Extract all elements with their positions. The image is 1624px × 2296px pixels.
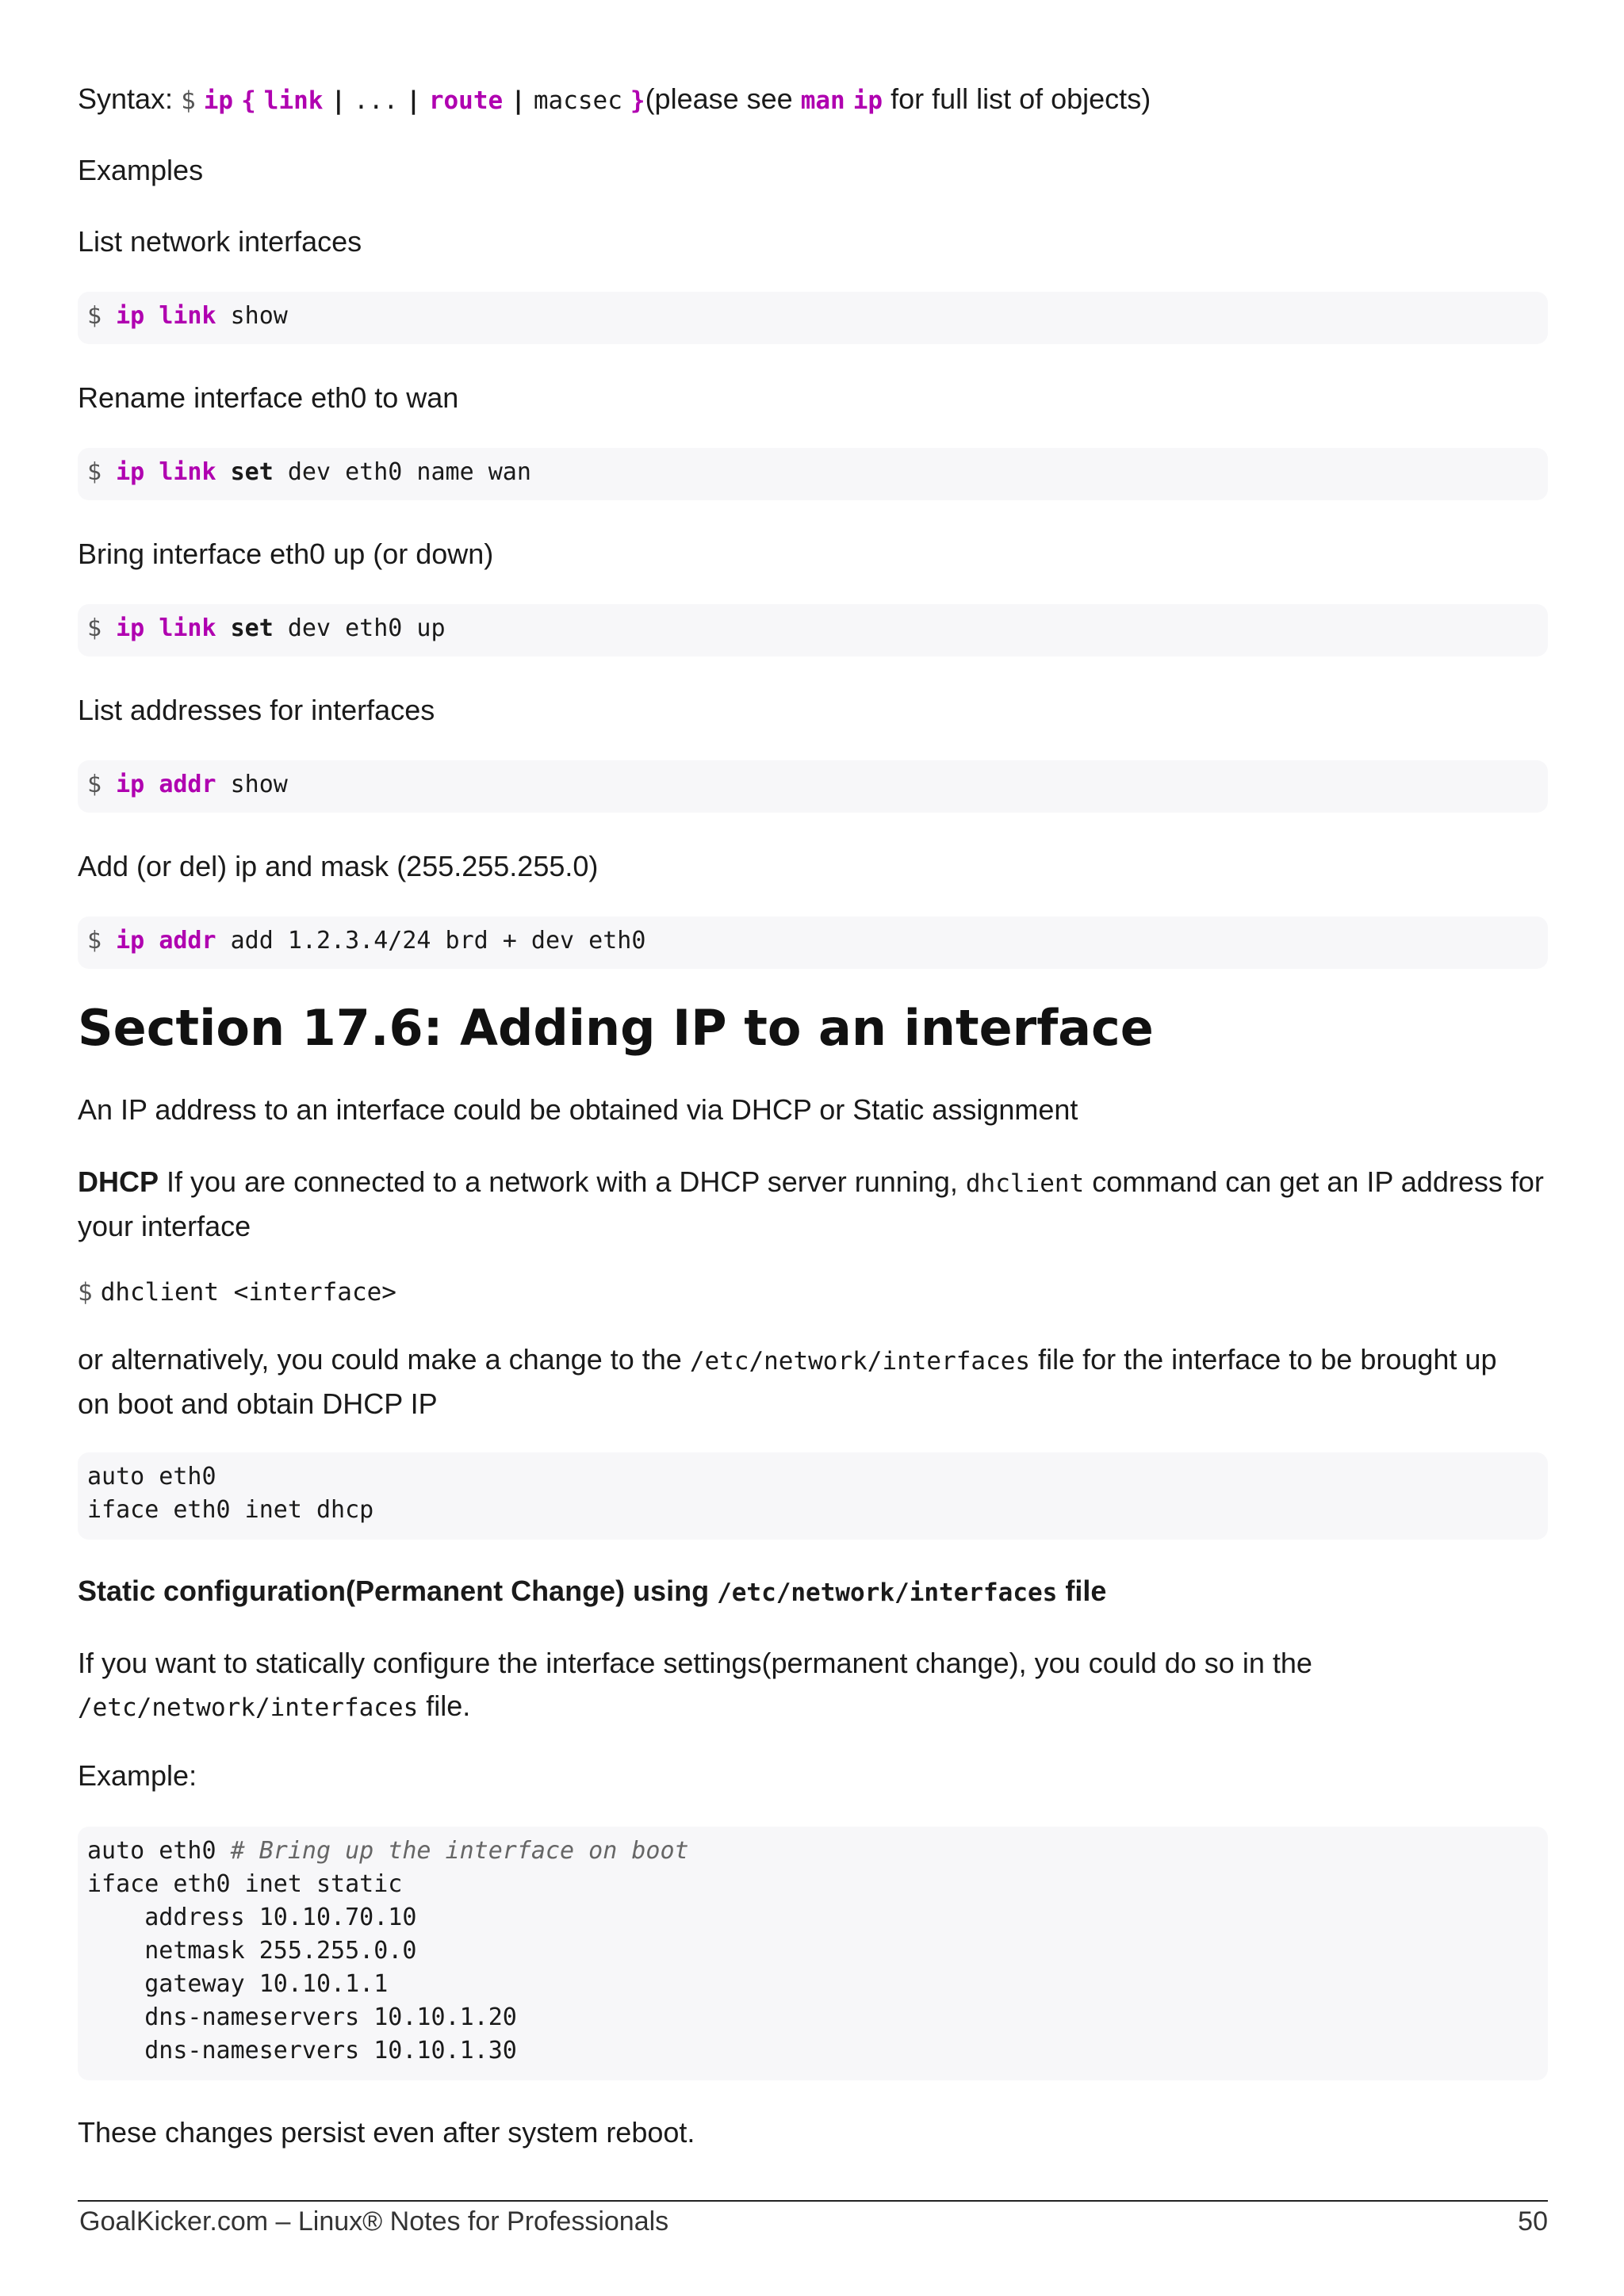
syntax-pipe: |	[331, 86, 347, 115]
code-block	[78, 448, 1548, 500]
cmd-keyword: link	[159, 614, 216, 642]
syntax-dollar: $	[181, 86, 196, 115]
alt-line-2: on boot and obtain DHCP IP	[78, 1387, 438, 1420]
code-block	[78, 916, 1548, 969]
cmd-args: dev eth0 name wan	[287, 458, 531, 486]
section-title: Section 17.6: Adding IP to an interface	[78, 999, 1154, 1057]
alt-paragraph	[78, 1338, 1548, 1425]
syntax-pipe: |	[511, 86, 526, 115]
syntax-close-brace: }	[630, 86, 645, 115]
cmd-args: dev eth0 up	[287, 614, 446, 642]
footer-title: GoalKicker.com – Linux® Notes for Professionals	[79, 2206, 669, 2237]
cmd-bold: set	[230, 614, 274, 642]
example-description: List network interfaces	[78, 225, 362, 258]
syntax-ellipsis: ...	[354, 86, 399, 115]
prompt-dollar: $	[87, 771, 102, 798]
code-line: dns-nameservers 10.10.1.30	[87, 2037, 517, 2064]
syntax-pipe: |	[406, 86, 421, 115]
footer-divider	[78, 2200, 1548, 2202]
cmd-keyword: addr	[159, 927, 216, 955]
code-line: gateway 10.10.1.1	[87, 1970, 389, 1998]
dhclient-inline-code: dhclient	[965, 1169, 1085, 1198]
example-description: Add (or del) ip and mask (255.255.255.0)	[78, 850, 599, 882]
cmd-bold: set	[230, 458, 274, 486]
example-description: List addresses for interfaces	[78, 694, 435, 726]
static-heading-text: Static configuration(Permanent Change) using	[78, 1575, 710, 1607]
syntax-please-see: (please see	[645, 82, 793, 115]
static-line-1: If you want to statically configure the interface settings(permanent change), you could do so in the	[78, 1647, 1312, 1679]
alt-text: file for the interface to be brought up	[1038, 1343, 1497, 1376]
dhcp-text: If you are connected to a network with a DHCP server running,	[167, 1165, 958, 1198]
cmd-args: show	[230, 771, 288, 798]
code-line	[87, 1835, 1538, 1868]
alt-text: or alternatively, you could make a change to the	[78, 1343, 682, 1376]
dhcp-paragraph	[78, 1161, 1548, 1248]
code-line: auto eth0	[87, 1463, 216, 1490]
static-heading-file: file	[1065, 1575, 1107, 1607]
cmd-keyword: addr	[159, 771, 216, 798]
code-comment: # Bring up the interface on boot	[230, 1837, 689, 1865]
syntax-route: route	[428, 86, 504, 115]
interfaces-path: /etc/network/interfaces	[689, 1347, 1031, 1376]
interfaces-path: /etc/network/interfaces	[78, 1693, 419, 1722]
syntax-ip2: ip	[852, 86, 883, 115]
code-block-dhcp	[78, 1452, 1548, 1540]
cmd-args: add 1.2.3.4/24 brd + dev eth0	[230, 927, 646, 955]
dhcp-text: command can get an IP address for	[1092, 1165, 1544, 1198]
cmd-keyword: ip	[116, 771, 145, 798]
dhclient-command	[78, 1269, 396, 1314]
static-heading-path: /etc/network/interfaces	[717, 1578, 1058, 1607]
alt-line-1	[78, 1338, 1548, 1383]
syntax-man: man	[800, 86, 845, 115]
cmd-args: show	[230, 302, 288, 330]
code-block-static	[78, 1827, 1548, 2080]
cmd-keyword: ip	[116, 614, 145, 642]
code-line: dns-nameservers 10.10.1.20	[87, 2003, 517, 2031]
syntax-line	[78, 78, 1151, 122]
prompt-dollar: $	[87, 614, 102, 642]
syntax-open-brace: {	[241, 86, 256, 115]
dhcp-line-1	[78, 1161, 1548, 1205]
syntax-macsec: macsec	[533, 86, 622, 115]
static-text: file.	[426, 1689, 471, 1722]
code-text: auto eth0	[87, 1837, 216, 1865]
code-block	[78, 760, 1548, 813]
cmd-keyword: link	[159, 302, 216, 330]
static-heading	[78, 1570, 1106, 1614]
code-line: netmask 255.255.0.0	[87, 1937, 417, 1965]
cmd-keyword: link	[159, 458, 216, 486]
cmd-keyword: ip	[116, 302, 145, 330]
code-block	[78, 292, 1548, 344]
page-number: 50	[1518, 2206, 1548, 2237]
dhclient-command-line: dhclient <interface>	[100, 1278, 396, 1307]
prompt-dollar: $	[87, 458, 102, 486]
syntax-rest: for full list of objects)	[891, 82, 1151, 115]
static-paragraph	[78, 1642, 1548, 1729]
code-block	[78, 604, 1548, 656]
examples-label: Examples	[78, 154, 204, 186]
cmd-keyword: ip	[116, 927, 145, 955]
example-label: Example:	[78, 1759, 197, 1792]
dhcp-line-2: your interface	[78, 1210, 251, 1242]
syntax-label: Syntax:	[78, 82, 174, 115]
dhcp-label: DHCP	[78, 1165, 159, 1198]
syntax-ip: ip	[203, 86, 234, 115]
intro-paragraph: An IP address to an interface could be obtained via DHCP or Static assignment	[78, 1093, 1078, 1126]
prompt-dollar: $	[87, 302, 102, 330]
code-line: iface eth0 inet dhcp	[87, 1496, 374, 1524]
prompt-dollar: $	[78, 1278, 93, 1307]
prompt-dollar: $	[87, 927, 102, 955]
syntax-link: link	[263, 86, 324, 115]
example-description: Bring interface eth0 up (or down)	[78, 538, 494, 570]
code-line: address 10.10.70.10	[87, 1904, 417, 1931]
example-description: Rename interface eth0 to wan	[78, 381, 459, 414]
cmd-keyword: ip	[116, 458, 145, 486]
persist-note: These changes persist even after system reboot.	[78, 2116, 695, 2149]
static-line-2	[78, 1685, 1548, 1729]
code-line: iface eth0 inet static	[87, 1870, 403, 1898]
